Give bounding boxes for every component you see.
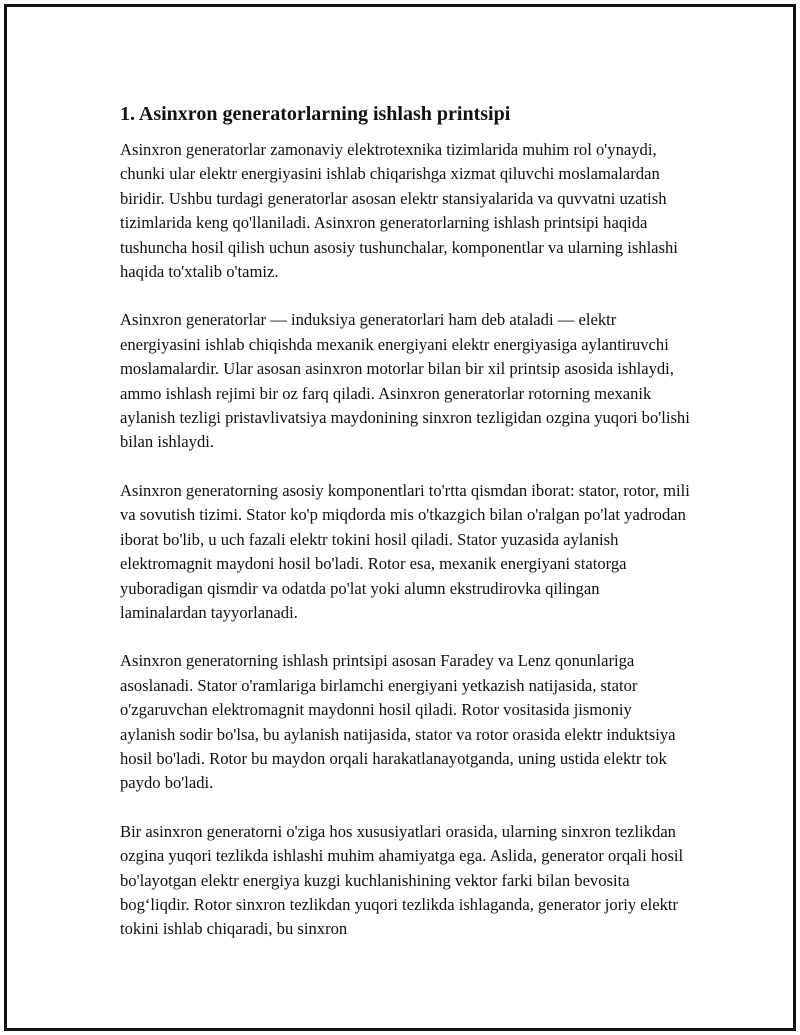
paragraph-1: Asinxron generatorlar zamonaviy elektrotexnika tizimlarida muhim rol o'ynaydi, chunki ular elektr energiyasini ishlab chiqarishga xizmat qiluvchi moslamalardan biridir. Ushbu turdagi generatorlar asosan elektr stansiyalarida va quvvatni uzatish tizimlarida keng qo'llaniladi. Asinxron generatorlarning ishlash printsipi haqida tushuncha hosil qilish uchun asosiy tushunchalar, komponentlar va ularning ishlashi haqida to'xtalib o'tamiz. — [120, 140, 678, 282]
paragraph-2: Asinxron generatorlar — induksiya generatorlari ham deb ataladi — elektr energiyasini ishlab chiqishda mexanik energiyani elektr energiyasiga aylantiruvchi moslamalardir. Ular asosan asinxron motorlar bilan bir xil printsip asosida ishlaydi, ammo ishlash rejimi bir oz farq qiladi. Asinxron generatorlar rotorning mexanik aylanish tezligi pristavlivatsiya maydonining sinxron tezligidan ozgina yuqori bo'lishi bilan ishlaydi. — [120, 310, 690, 452]
paragraph-3: Asinxron generatorning asosiy komponentlari to'rtta qismdan iborat: stator, rotor, mili va sovutish tizimi. Stator ko'p miqdorda mis o'tkazgich bilan o'ralgan po'lat yadrodan iborat bo'lib, u uch fazali elektr tokini hosil qiladi. Stator yuzasida aylanish elektromagnit maydoni hosil bo'ladi. Rotor esa, mexanik energiyani statorga yuboradigan qismdir va odatda po'lat yoki alumn ekstrudirovka qilingan laminalardan tayyorlanadi. — [120, 480, 690, 622]
paragraph-4: Asinxron generatorning ishlash printsipi asosan Faradey va Lenz qonunlariga asoslanadi. Stator o'ramlariga birlamchi energiyani yetkazish natijasida, stator o'zgaruvchan elektromagnit maydonni hosil qiladi. Rotor vositasida jismoniy aylanish sodir bo'lsa, bu aylanish natijasida, stator va rotor orasida elektr induktsiya hosil bo'ladi. Rotor bu maydon orqali harakatlanayotganda, uning ustida elektr tok paydo bo'ladi. — [120, 651, 676, 793]
paragraph-5: Bir asinxron generatorni o'ziga hos xususiyatlari orasida, ularning sinxron tezlikdan ozgina yuqori tezlikda ishlashi muhim ahamiyatga ega. Aslida, generator orqali hosil bo'layotgan elektr energiya kuzgi kuchlanishining vektor farki bilan bevosita bog‘liqdir. Rotor sinxron tezlikdan yuqori tezlikda ishlaganda, generator joriy elektr tokini ishlab chiqaradi, bu sinxron — [120, 821, 684, 939]
section-heading: 1. Asinxron generatorlarning ishlash printsipi — [120, 103, 511, 125]
document-body — [120, 100, 690, 966]
page-frame — [4, 4, 796, 1031]
